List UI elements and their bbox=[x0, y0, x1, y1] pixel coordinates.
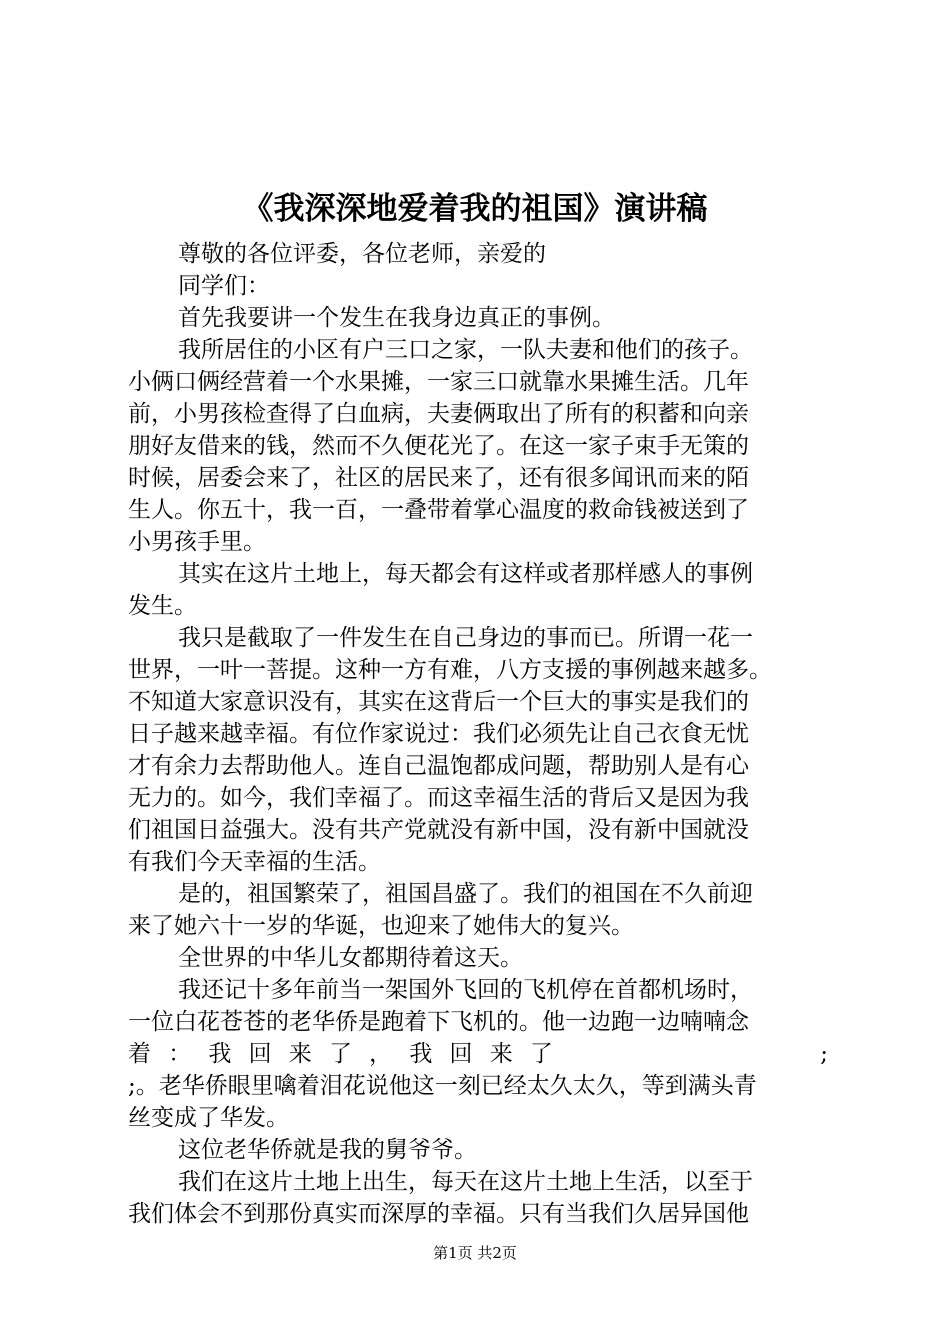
quote-char: 着 bbox=[128, 1041, 151, 1067]
paragraph-line: 不知道大家意识没有，其实在这背后一个巨大的事实是我们的 bbox=[128, 689, 749, 715]
paragraph-line: 我只是截取了一件发生在自己身边的事而已。所谓一花一 bbox=[178, 625, 753, 651]
document-title: 《我深深地爱着我的祖国》演讲稿 bbox=[242, 191, 708, 227]
paragraph-line: 一位白花苍苍的老华侨是跑着下飞机的。他一边跑一边喃喃念 bbox=[128, 1009, 749, 1035]
paragraph-line: 我们在这片土地上出生，每天在这片土地上生活，以至于 bbox=[178, 1169, 753, 1195]
paragraph-line: 这位老华侨就是我的舅爷爷。 bbox=[178, 1137, 477, 1163]
paragraph-line: 小俩口俩经营着一个水果摊，一家三口就靠水果摊生活。几年 bbox=[128, 369, 749, 395]
paragraph-line: 发生。 bbox=[128, 593, 197, 619]
paragraph-line: 首先我要讲一个发生在我身边真正的事例。 bbox=[178, 305, 615, 331]
quote-char: 来 bbox=[288, 1041, 312, 1067]
paragraph-line: 有我们今天幸福的生活。 bbox=[128, 849, 381, 875]
quote-char: 回 bbox=[248, 1041, 272, 1067]
quote-char: ： bbox=[168, 1041, 192, 1067]
paragraph-line: 我还记十多年前当一架国外飞回的飞机停在首都机场时， bbox=[178, 977, 753, 1003]
paragraph-line: 全世界的中华儿女都期待着这天。 bbox=[178, 945, 523, 971]
paragraph-line: 无力的。如今，我们幸福了。而这幸福生活的背后又是因为我 bbox=[128, 785, 749, 811]
paragraph-line: 丝变成了华发。 bbox=[128, 1105, 289, 1131]
paragraph-line: 生人。你五十，我一百，一叠带着掌心温度的救命钱被送到了 bbox=[128, 497, 749, 523]
paragraph-line: 世界，一叶一菩提。这种一方有难，八方支援的事例越来越多。 bbox=[128, 657, 772, 683]
paragraph-line: 是的，祖国繁荣了，祖国昌盛了。我们的祖国在不久前迎 bbox=[178, 881, 753, 907]
paragraph-line: 才有余力去帮助他人。连自己温饱都成问题，帮助别人是有心 bbox=[128, 753, 749, 779]
paragraph-line: 时候，居委会来了，社区的居民来了，还有很多闻讯而来的陌 bbox=[128, 465, 749, 491]
paragraph-line: 日子越来越幸福。有位作家说过：我们必须先让自己衣食无忧 bbox=[128, 721, 749, 747]
paragraph-line: 前，小男孩检查得了白血病，夫妻俩取出了所有的积蓄和向亲 bbox=[128, 401, 749, 427]
quote-line-end: ; bbox=[820, 1041, 828, 1067]
paragraph-line: 朋好友借来的钱，然而不久便花光了。在这一家子束手无策的 bbox=[128, 433, 749, 459]
quote-char: 了 bbox=[529, 1041, 553, 1067]
quote-char: 回 bbox=[449, 1041, 473, 1067]
quote-char: 我 bbox=[208, 1041, 232, 1067]
justified-quote-line bbox=[128, 1038, 828, 1070]
quote-char: ， bbox=[369, 1041, 393, 1067]
page-footer: 第1页 共2页 bbox=[433, 1244, 517, 1262]
salutation-line: 同学们： bbox=[178, 273, 270, 299]
quote-char: 我 bbox=[409, 1041, 433, 1067]
paragraph-line: 们祖国日益强大。没有共产党就没有新中国，没有新中国就没 bbox=[128, 817, 749, 843]
quote-char: 了 bbox=[328, 1041, 352, 1067]
paragraph-line: 来了她六十一岁的华诞，也迎来了她伟大的复兴。 bbox=[128, 913, 634, 939]
paragraph-line: 小男孩手里。 bbox=[128, 529, 266, 555]
quote-char: 来 bbox=[489, 1041, 513, 1067]
paragraph-line: 其实在这片土地上，每天都会有这样或者那样感人的事例 bbox=[178, 561, 753, 587]
salutation-line: 尊敬的各位评委，各位老师，亲爱的 bbox=[178, 241, 546, 267]
paragraph-line: ;。老华侨眼里噙着泪花说他这一刻已经太久太久，等到满头青 bbox=[128, 1073, 757, 1099]
paragraph-line: 我所居住的小区有户三口之家，一队夫妻和他们的孩子。 bbox=[178, 337, 753, 363]
paragraph-line: 我们体会不到那份真实而深厚的幸福。只有当我们久居异国他 bbox=[128, 1201, 749, 1227]
